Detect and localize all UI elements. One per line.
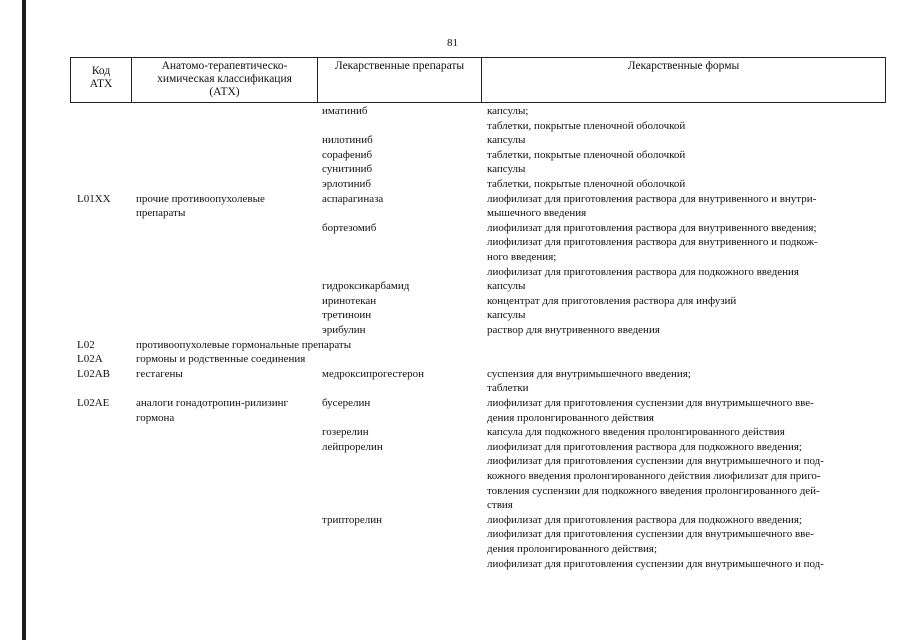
dosage-form-line: таблетки, покрытые пленочной оболочкой xyxy=(487,148,686,161)
atc-code: L01XX xyxy=(77,192,111,205)
drug-name: иматиниб xyxy=(322,105,368,117)
dosage-form-line: таблетки, покрытые пленочной оболочкой xyxy=(487,119,686,132)
dosage-form-line: ного введения; xyxy=(487,251,557,263)
header-classification xyxy=(131,57,318,103)
dosage-form-line: капсула для подкожного введения пролонгированного действия xyxy=(487,426,785,439)
drug-name: нилотиниб xyxy=(322,134,373,147)
atc-classification: гормона xyxy=(136,411,175,424)
dosage-form-line: мышечного введения xyxy=(487,207,587,220)
dosage-form-line: капсулы; xyxy=(487,105,529,117)
header-drugs-label: Лекарственные препараты xyxy=(334,60,465,72)
atc-classification: прочие противоопухолевые xyxy=(136,192,265,205)
dosage-form-line: капсулы xyxy=(487,280,526,293)
scan-edge-bar xyxy=(22,0,26,640)
atc-code: L02 xyxy=(77,338,95,351)
dosage-form-line: кожного введения пролонгированного действия лиофилизат для приго- xyxy=(487,470,821,482)
dosage-form-line: раствор для внутривенного введения xyxy=(487,324,660,336)
dosage-form-line: лиофилизат для приготовления суспензии для внутримышечного вве- xyxy=(487,528,814,541)
dosage-form-line: лиофилизат для приготовления раствора для внутривенного и внутри- xyxy=(487,192,817,205)
drug-name: иринотекан xyxy=(322,294,377,307)
drug-name: аспарагиназа xyxy=(322,192,384,205)
drug-name: лейпрорелин xyxy=(322,440,383,453)
dosage-form-line: дения пролонгированного действия xyxy=(487,411,654,424)
dosage-form-line: капсулы xyxy=(487,309,526,322)
header-drugs xyxy=(317,57,482,103)
drug-name: медроксипрогестерон xyxy=(322,367,425,380)
atc-classification: противоопухолевые гормональные препараты xyxy=(136,338,352,351)
atc-classification: препараты xyxy=(136,207,186,220)
drug-name: сорафениб xyxy=(322,148,373,161)
dosage-form-line: лиофилизат для приготовления раствора для подкожного введения; xyxy=(487,513,802,526)
dosage-form-line: таблетки xyxy=(487,382,529,395)
drug-name: бортезомиб xyxy=(322,221,377,234)
drug-name: эрибулин xyxy=(322,324,366,336)
drug-name: эрлотиниб xyxy=(322,178,371,190)
dosage-form-line: капсулы xyxy=(487,134,526,147)
dosage-form-line: таблетки, покрытые пленочной оболочкой xyxy=(487,178,686,190)
dosage-form-line: лиофилизат для приготовления раствора для внутривенного введения; xyxy=(487,221,817,234)
page-number: 81 xyxy=(447,37,458,49)
atc-classification: аналоги гонадотропин-рилизинг xyxy=(136,397,289,409)
drug-name: сунитиниб xyxy=(322,163,373,176)
dosage-form-line: товления суспензии для подкожного введения пролонгированного дей- xyxy=(487,484,820,497)
drug-name: третиноин xyxy=(322,309,372,322)
header-forms xyxy=(481,57,886,103)
header-forms-label: Лекарственные формы xyxy=(627,60,740,72)
atc-code: L02A xyxy=(77,353,103,366)
dosage-form-line: ствия xyxy=(487,499,513,512)
dosage-form-line: дения пролонгированного действия; xyxy=(487,543,658,555)
drug-name: гозерелин xyxy=(322,426,369,439)
dosage-form-line: лиофилизат для приготовления суспензии для внутримышечного и под- xyxy=(487,455,824,468)
drug-name: бусерелин xyxy=(322,397,371,409)
drug-name: трипторелин xyxy=(322,513,383,526)
atc-classification: гестагены xyxy=(136,367,183,380)
dosage-form-line: лиофилизат для приготовления раствора для внутривенного и подкож- xyxy=(487,236,818,249)
atc-classification: гормоны и родственные соединения xyxy=(136,353,306,366)
dosage-form-line: концентрат для приготовления раствора для инфузий xyxy=(487,294,737,307)
dosage-form-line: лиофилизат для приготовления раствора для подкожного введения; xyxy=(487,440,802,453)
dosage-form-line: суспензия для внутримышечного введения; xyxy=(487,367,691,380)
drug-name: гидроксикарбамид xyxy=(322,280,410,293)
atc-code: L02AB xyxy=(77,367,110,380)
dosage-form-line: лиофилизат для приготовления раствора для подкожного введения xyxy=(487,265,799,278)
header-code xyxy=(70,57,132,103)
dosage-form-line: капсулы xyxy=(487,163,526,176)
header-code-label: Код АТХ xyxy=(89,65,113,90)
atc-code: L02AE xyxy=(77,397,110,409)
header-classification-label: Анатомо-терапевтическо- химическая классификация (АТХ) xyxy=(157,60,292,98)
dosage-form-line: лиофилизат для приготовления суспензии для внутримышечного вве- xyxy=(487,397,814,409)
dosage-form-line: лиофилизат для приготовления суспензии для внутримышечного и под- xyxy=(487,557,824,570)
